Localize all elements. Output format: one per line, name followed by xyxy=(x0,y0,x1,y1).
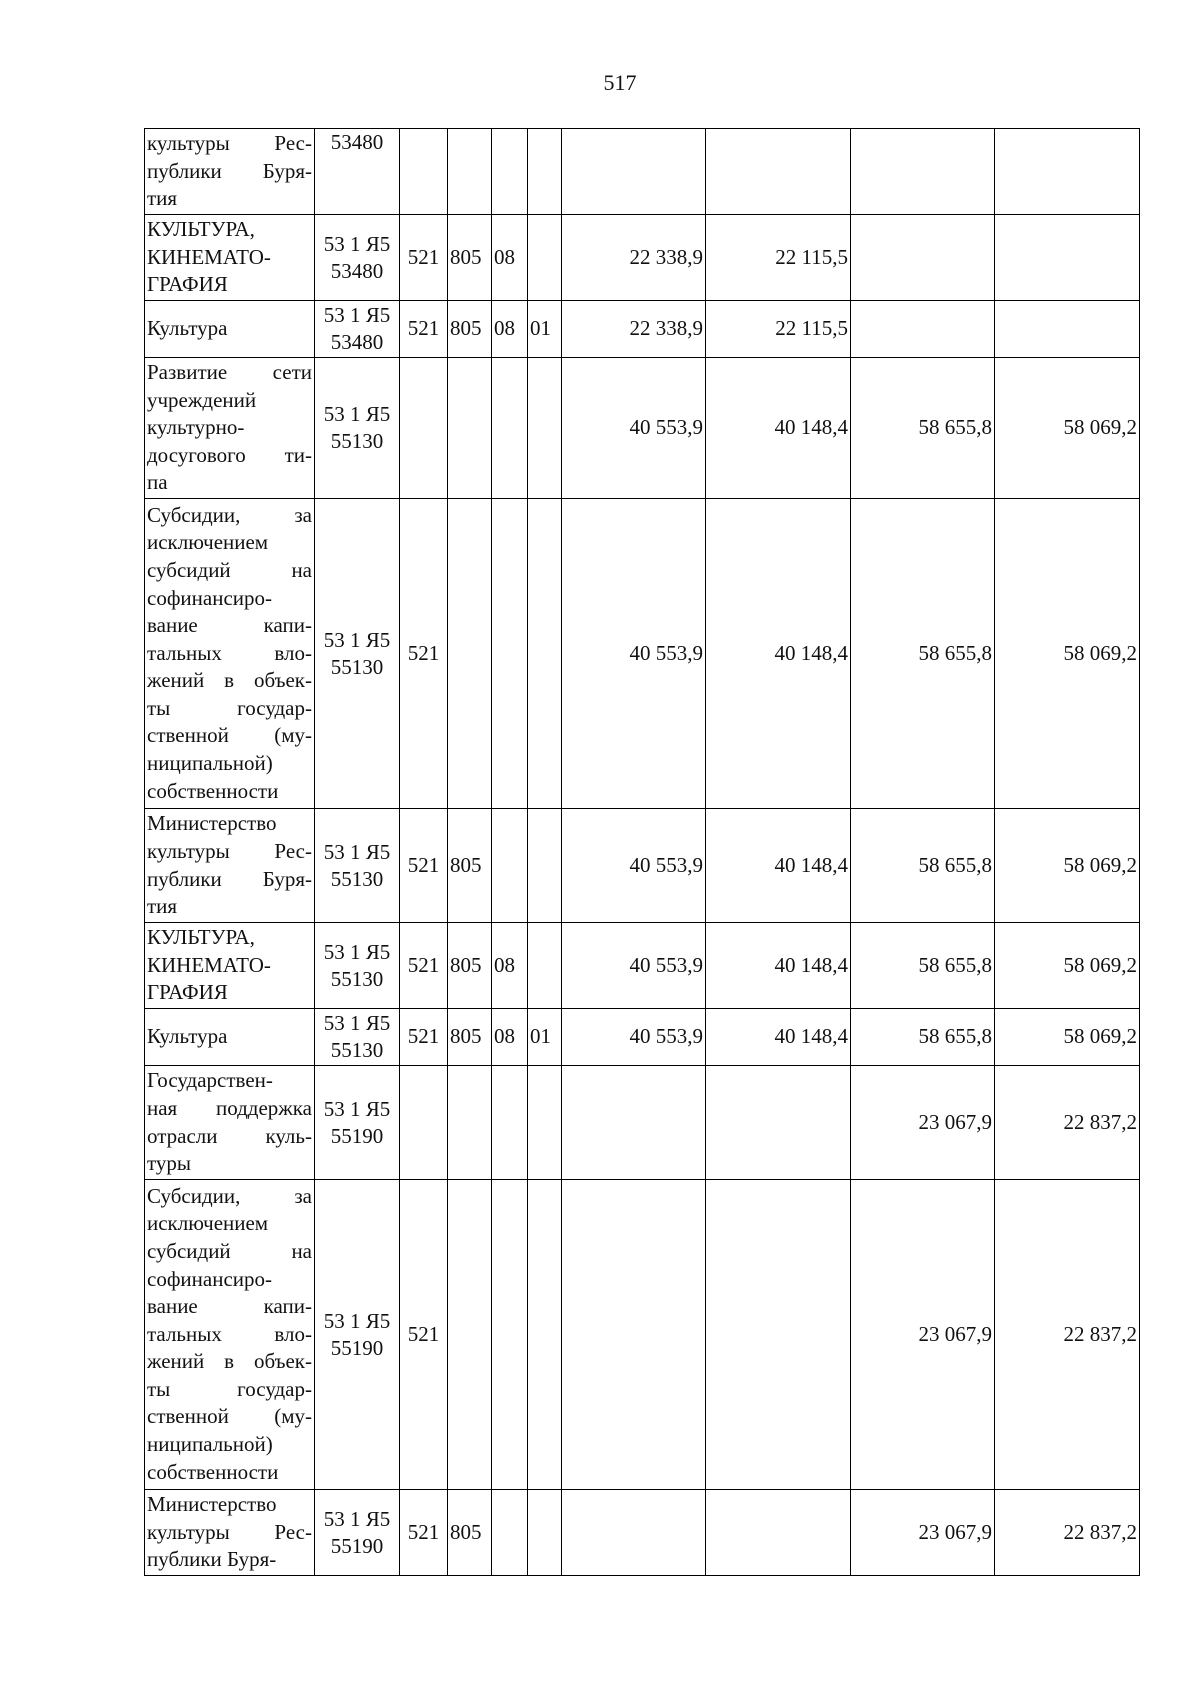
target-article-code-line: 53480 xyxy=(330,258,384,283)
amount-col-2: 40 148,4 xyxy=(706,358,851,499)
row-name-line: Культура xyxy=(147,1024,228,1049)
row-name-cell xyxy=(145,215,315,301)
amount-col-4: 22 837,2 xyxy=(995,1490,1140,1576)
section-code-cell: 08 xyxy=(492,301,528,358)
ministry-code-cell: 805 xyxy=(448,923,492,1009)
row-name-line: ты государ- xyxy=(147,1376,312,1401)
page-number: 517 xyxy=(603,70,637,95)
amount-col-4: 58 069,2 xyxy=(995,923,1140,1009)
row-name-line: учреждений xyxy=(147,387,257,412)
row-name-cell xyxy=(145,129,315,215)
target-article-code-cell xyxy=(315,809,400,923)
target-article-code-line: 53 1 Я5 xyxy=(323,1096,391,1121)
row-name-line: ная поддержка xyxy=(147,1095,312,1120)
amount-col-1 xyxy=(562,1066,706,1180)
table-row xyxy=(145,301,1140,358)
row-name-line: жений в объек- xyxy=(147,668,312,693)
target-article-code-cell xyxy=(315,129,400,215)
table-row xyxy=(145,129,1140,215)
amount-col-1: 40 553,9 xyxy=(562,358,706,499)
target-article-code-cell xyxy=(315,301,400,358)
amount-col-1 xyxy=(562,1490,706,1576)
row-name-cell xyxy=(145,1009,315,1066)
table-row xyxy=(145,1180,1140,1490)
amount-col-4: 58 069,2 xyxy=(995,499,1140,809)
table-row xyxy=(145,499,1140,809)
table-row xyxy=(145,923,1140,1009)
amount-col-1: 40 553,9 xyxy=(562,1009,706,1066)
expense-type-cell: 521 xyxy=(400,1009,448,1066)
target-article-code-line: 53480 xyxy=(330,130,384,154)
row-name-line: досугового ти- xyxy=(147,442,312,467)
row-name-line: ниципальной) xyxy=(147,751,273,776)
amount-col-1: 22 338,9 xyxy=(562,215,706,301)
row-name-line: ниципальной) xyxy=(147,1432,273,1457)
amount-col-4: 22 837,2 xyxy=(995,1066,1140,1180)
amount-col-1: 40 553,9 xyxy=(562,923,706,1009)
row-name-line: тальных вло- xyxy=(147,640,312,665)
budget-table xyxy=(144,128,1140,1576)
target-article-code-line: 53 1 Я5 xyxy=(323,1011,391,1035)
row-name-line: па xyxy=(147,470,168,495)
target-article-code-line: 55130 xyxy=(330,429,384,453)
amount-col-3: 58 655,8 xyxy=(851,499,995,809)
section-code-cell xyxy=(492,129,528,215)
row-name-line: вание капи- xyxy=(147,613,312,638)
target-article-code-line: 53 1 Я5 xyxy=(323,1308,391,1333)
row-name-line: собственности xyxy=(147,778,279,803)
expense-type-cell xyxy=(400,1066,448,1180)
amount-col-1 xyxy=(562,129,706,215)
expense-type-cell xyxy=(400,129,448,215)
amount-col-3: 58 655,8 xyxy=(851,809,995,923)
expense-type-cell: 521 xyxy=(400,1490,448,1576)
row-name-cell xyxy=(145,1180,315,1490)
row-name-line: культуры Рес- xyxy=(147,1519,312,1544)
expense-type-cell: 521 xyxy=(400,499,448,809)
row-name-line: Развитие сети xyxy=(147,360,312,385)
amount-col-3: 58 655,8 xyxy=(851,358,995,499)
table-row xyxy=(145,358,1140,499)
amount-col-2 xyxy=(706,129,851,215)
row-name-cell xyxy=(145,358,315,499)
section-code-cell xyxy=(492,1180,528,1490)
expense-type-cell: 521 xyxy=(400,301,448,358)
target-article-code-line: 53 1 Я5 xyxy=(323,1506,391,1531)
row-name-line: ГРАФИЯ xyxy=(147,272,228,297)
expense-type-cell: 521 xyxy=(400,1180,448,1490)
amount-col-1 xyxy=(562,1180,706,1490)
amount-col-2: 40 148,4 xyxy=(706,923,851,1009)
amount-col-2: 40 148,4 xyxy=(706,1009,851,1066)
section-code-cell: 08 xyxy=(492,215,528,301)
row-name-cell xyxy=(145,301,315,358)
subsection-code-cell: 01 xyxy=(528,1009,562,1066)
row-name-line: КИНЕМАТО- xyxy=(147,952,271,977)
amount-col-3: 58 655,8 xyxy=(851,923,995,1009)
row-name-cell xyxy=(145,1066,315,1180)
row-name-line: Субсидии, за xyxy=(147,1183,312,1208)
row-name-line: субсидий на xyxy=(147,557,312,582)
amount-col-4 xyxy=(995,301,1140,358)
table-row xyxy=(145,1009,1140,1066)
section-code-cell xyxy=(492,499,528,809)
amount-col-2: 22 115,5 xyxy=(706,301,851,358)
ministry-code-cell: 805 xyxy=(448,301,492,358)
row-name-line: софинансиро- xyxy=(147,1266,273,1291)
target-article-code-line: 53 1 Я5 xyxy=(323,303,391,327)
row-name-line: Министерство xyxy=(147,1492,277,1517)
row-name-line: тия xyxy=(147,894,178,919)
target-article-code-line: 53 1 Я5 xyxy=(323,839,391,864)
target-article-code-line: 53 1 Я5 xyxy=(323,627,391,652)
row-name-line: собственности xyxy=(147,1459,279,1484)
ministry-code-cell: 805 xyxy=(448,809,492,923)
target-article-code-line: 53 1 Я5 xyxy=(323,231,391,256)
target-article-code-line: 55130 xyxy=(330,866,384,891)
target-article-code-line: 55130 xyxy=(330,966,384,991)
ministry-code-cell xyxy=(448,129,492,215)
target-article-code-line: 55190 xyxy=(330,1123,384,1148)
row-name-line: публики Буря- xyxy=(147,866,312,891)
target-article-code-cell xyxy=(315,215,400,301)
ministry-code-cell: 805 xyxy=(448,215,492,301)
target-article-code-line: 55190 xyxy=(330,1533,384,1558)
target-article-code-cell xyxy=(315,358,400,499)
amount-col-3: 58 655,8 xyxy=(851,1009,995,1066)
target-article-code-cell xyxy=(315,499,400,809)
row-name-line: исключением xyxy=(147,1211,269,1236)
subsection-code-cell xyxy=(528,1180,562,1490)
row-name-line: жений в объек- xyxy=(147,1349,312,1374)
ministry-code-cell: 805 xyxy=(448,1009,492,1066)
table-body xyxy=(145,129,1140,1576)
amount-col-2 xyxy=(706,1066,851,1180)
row-name-line: Субсидии, за xyxy=(147,502,312,527)
target-article-code-line: 55130 xyxy=(330,1038,384,1062)
amount-col-3: 23 067,9 xyxy=(851,1490,995,1576)
section-code-cell xyxy=(492,1066,528,1180)
section-code-cell: 08 xyxy=(492,1009,528,1066)
amount-col-1: 22 338,9 xyxy=(562,301,706,358)
ministry-code-cell: 805 xyxy=(448,1490,492,1576)
row-name-line: культуры Рес- xyxy=(147,131,312,156)
expense-type-cell: 521 xyxy=(400,809,448,923)
amount-col-3 xyxy=(851,129,995,215)
table-row xyxy=(145,809,1140,923)
target-article-code-cell xyxy=(315,1009,400,1066)
amount-col-4 xyxy=(995,215,1140,301)
row-name-line: КУЛЬТУРА, xyxy=(147,925,255,950)
expense-type-cell xyxy=(400,358,448,499)
row-name-line: КИНЕМАТО- xyxy=(147,244,271,269)
amount-col-1: 40 553,9 xyxy=(562,809,706,923)
subsection-code-cell xyxy=(528,129,562,215)
amount-col-3: 23 067,9 xyxy=(851,1066,995,1180)
amount-col-1: 40 553,9 xyxy=(562,499,706,809)
amount-col-2 xyxy=(706,1180,851,1490)
row-name-line: ственной (му- xyxy=(147,1404,312,1429)
row-name-line: публики Буря- xyxy=(147,1547,277,1572)
subsection-code-cell xyxy=(528,215,562,301)
target-article-code-line: 53480 xyxy=(330,330,384,354)
row-name-line: исключением xyxy=(147,530,269,555)
target-article-code-cell xyxy=(315,1490,400,1576)
row-name-line: ГРАФИЯ xyxy=(147,980,228,1005)
subsection-code-cell xyxy=(528,809,562,923)
expense-type-cell: 521 xyxy=(400,923,448,1009)
table-row xyxy=(145,1066,1140,1180)
target-article-code-cell xyxy=(315,923,400,1009)
amount-col-2: 22 115,5 xyxy=(706,215,851,301)
ministry-code-cell xyxy=(448,1066,492,1180)
row-name-line: тия xyxy=(147,186,178,211)
row-name-line: ты государ- xyxy=(147,695,312,720)
target-article-code-line: 55190 xyxy=(330,1335,384,1360)
target-article-code-cell xyxy=(315,1180,400,1490)
row-name-cell xyxy=(145,499,315,809)
subsection-code-cell: 01 xyxy=(528,301,562,358)
amount-col-4: 22 837,2 xyxy=(995,1180,1140,1490)
row-name-line: культурно- xyxy=(147,415,245,440)
amount-col-4: 58 069,2 xyxy=(995,358,1140,499)
row-name-line: тальных вло- xyxy=(147,1321,312,1346)
amount-col-2: 40 148,4 xyxy=(706,499,851,809)
row-name-line: КУЛЬТУРА, xyxy=(147,217,255,242)
subsection-code-cell xyxy=(528,358,562,499)
row-name-line: софинансиро- xyxy=(147,585,273,610)
row-name-line: ственной (му- xyxy=(147,723,312,748)
row-name-line: Культура xyxy=(147,316,228,341)
section-code-cell xyxy=(492,1490,528,1576)
subsection-code-cell xyxy=(528,499,562,809)
row-name-line: субсидий на xyxy=(147,1238,312,1263)
subsection-code-cell xyxy=(528,923,562,1009)
ministry-code-cell xyxy=(448,499,492,809)
table-row xyxy=(145,1490,1140,1576)
subsection-code-cell xyxy=(528,1066,562,1180)
expense-type-cell: 521 xyxy=(400,215,448,301)
table-row xyxy=(145,215,1140,301)
ministry-code-cell xyxy=(448,358,492,499)
amount-col-4: 58 069,2 xyxy=(995,1009,1140,1066)
target-article-code-line: 53 1 Я5 xyxy=(323,939,391,964)
ministry-code-cell xyxy=(448,1180,492,1490)
amount-col-4 xyxy=(995,129,1140,215)
row-name-cell xyxy=(145,923,315,1009)
target-article-code-line: 53 1 Я5 xyxy=(323,402,391,426)
target-article-code-line: 55130 xyxy=(330,654,384,679)
amount-col-4: 58 069,2 xyxy=(995,809,1140,923)
row-name-cell xyxy=(145,1490,315,1576)
row-name-line: публики Буря- xyxy=(147,158,312,183)
amount-col-2 xyxy=(706,1490,851,1576)
section-code-cell xyxy=(492,809,528,923)
row-name-line: Министерство xyxy=(147,811,277,836)
row-name-line: культуры Рес- xyxy=(147,838,312,863)
section-code-cell: 08 xyxy=(492,923,528,1009)
amount-col-3 xyxy=(851,301,995,358)
subsection-code-cell xyxy=(528,1490,562,1576)
amount-col-2: 40 148,4 xyxy=(706,809,851,923)
section-code-cell xyxy=(492,358,528,499)
amount-col-3 xyxy=(851,215,995,301)
target-article-code-cell xyxy=(315,1066,400,1180)
row-name-line: отрасли куль- xyxy=(147,1123,312,1148)
amount-col-3: 23 067,9 xyxy=(851,1180,995,1490)
row-name-line: туры xyxy=(147,1151,192,1176)
row-name-line: Государствен- xyxy=(147,1068,273,1093)
row-name-cell xyxy=(145,809,315,923)
row-name-line: вание капи- xyxy=(147,1294,312,1319)
